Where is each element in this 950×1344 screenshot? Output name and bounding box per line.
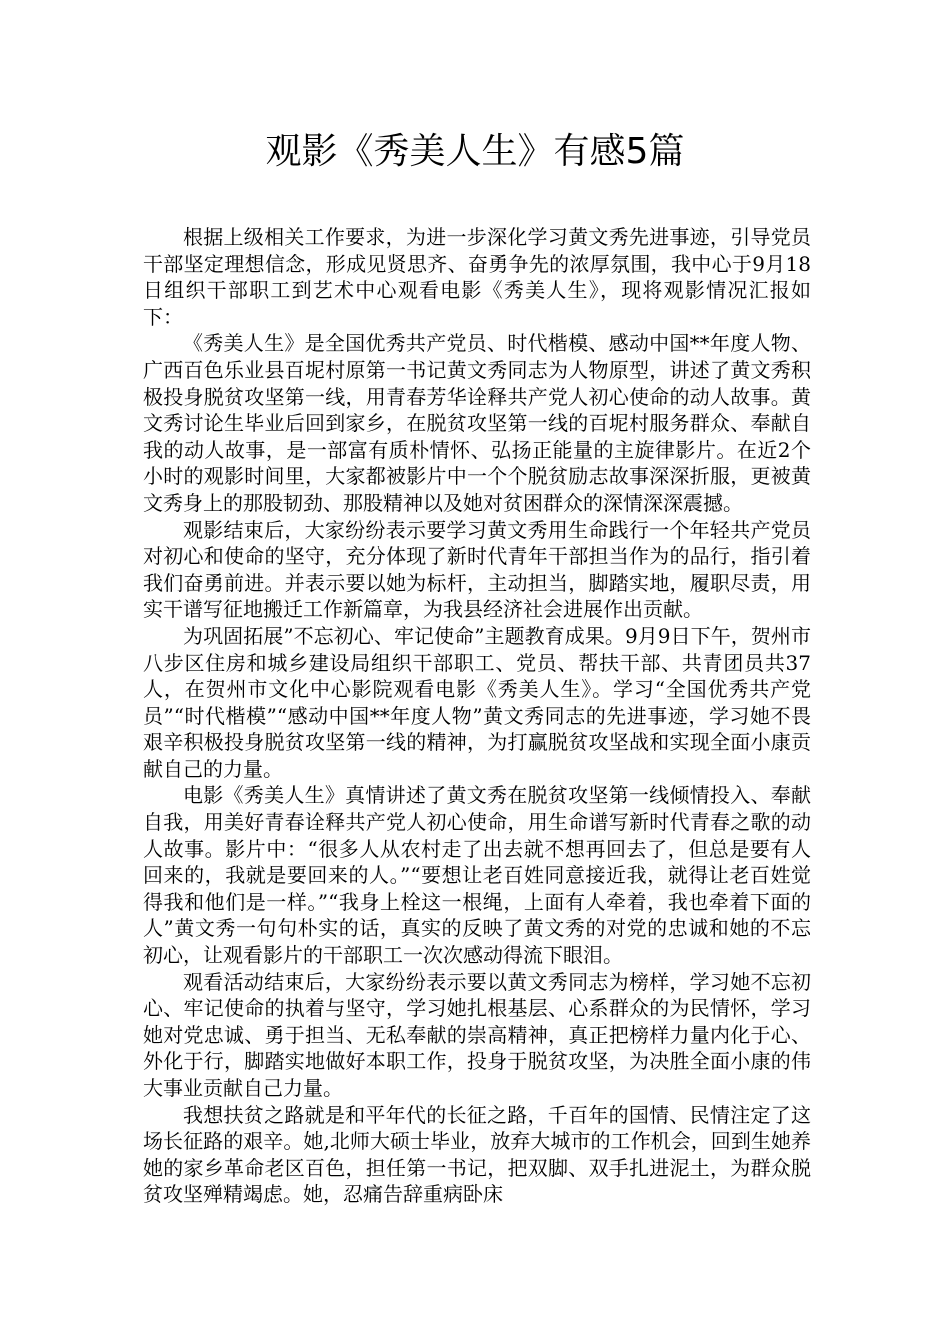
paragraph: 为巩固拓展”不忘初心、牢记使命”主题教育成果。9月9日下午，贺州市八步区住房和城乡建设局组织干部职工、党员、帮扶干部、共青团员共37人，在贺州市文化中心影院观看电影《秀美人生》。学习“全国优秀共产党员”“时代楷模”“感动中国**年度人物”黄文秀同志的先进事迹，学习她不畏艰辛积极投身脱贫攻坚第一线的精神，为打赢脱贫攻坚战和实现全面小康贡献自己的力量。 xyxy=(143,623,811,781)
document-body xyxy=(143,224,811,1208)
paragraph: 观影结束后，大家纷纷表示要学习黄文秀用生命践行一个年轻共产党员对初心和使命的坚守，充分体现了新时代青年干部担当作为的品行，指引着我们奋勇前进。并表示要以她为标杆，主动担当，脚踏实地，履职尽责，用实干谱写征地搬迁工作新篇章，为我县经济社会进展作出贡献。 xyxy=(143,517,811,622)
paragraph: 根据上级相关工作要求，为进一步深化学习黄文秀先进事迹，引导党员干部坚定理想信念，形成见贤思齐、奋勇争先的浓厚氛围，我中心于9月18日组织干部职工到艺术中心观看电影《秀美人生》，现将观影情况汇报如下： xyxy=(143,225,811,329)
paragraph: 电影《秀美人生》真情讲述了黄文秀在脱贫攻坚第一线倾情投入、奉献自我，用美好青春诠释共产党人初心使命，用生命谱写新时代青春之歌的动人故事。影片中：“很多人从农村走了出去就不想再回去了，但总是要有人回来的，我就是要回来的人。”“要想让老百姓同意接近我，就得让老百姓觉得我和他们是一样。”“我身上栓这一根绳，上面有人牵着，我也牵着下面的人”黄文秀一句句朴实的话，真实的反映了黄文秀的对党的忠诚和她的不忘初心，让观看影片的干部职工一次次感动得流下眼泪。 xyxy=(143,783,811,968)
paragraph: 《秀美人生》是全国优秀共产党员、时代楷模、感动中国**年度人物、广西百色乐业县百坭村原第一书记黄文秀同志为人物原型，讲述了黄文秀积极投身脱贫攻坚第一线，用青春芳华诠释共产党人初心使命的动人故事。黄文秀讨论生毕业后回到家乡，在脱贫攻坚第一线的百坭村服务群众、奉献自我的动人故事，是一部富有质朴情怀、弘扬正能量的主旋律影片。在近2个小时的观影时间里，大家都被影片中一个个脱贫励志故事深深折服，更被黄文秀身上的那股韧劲、那股精神以及她对贫困群众的深情深深震撼。 xyxy=(143,331,811,515)
document-title: 观影《秀美人生》有感5篇 xyxy=(265,131,685,172)
paragraph: 我想扶贫之路就是和平年代的长征之路，千百年的国情、民情注定了这场长征路的艰辛。她,北师大硕士毕业，放弃大城市的工作机会，回到生她养她的家乡革命老区百色，担任第一书记，把双脚、双手扎进泥土，为群众脱贫攻坚殚精竭虑。她，忍痛告辞重病卧床 xyxy=(143,1102,811,1207)
paragraph: 观看活动结束后，大家纷纷表示要以黄文秀同志为榜样，学习她不忘初心、牢记使命的执着与坚守，学习她扎根基层、心系群众的为民情怀，学习她对党忠诚、勇于担当、无私奉献的崇高精神，真正把榜样力量内化于心、外化于行，脚踏实地做好本职工作，投身于脱贫攻坚，为决胜全面小康的伟大事业贡献自己力量。 xyxy=(143,969,811,1100)
